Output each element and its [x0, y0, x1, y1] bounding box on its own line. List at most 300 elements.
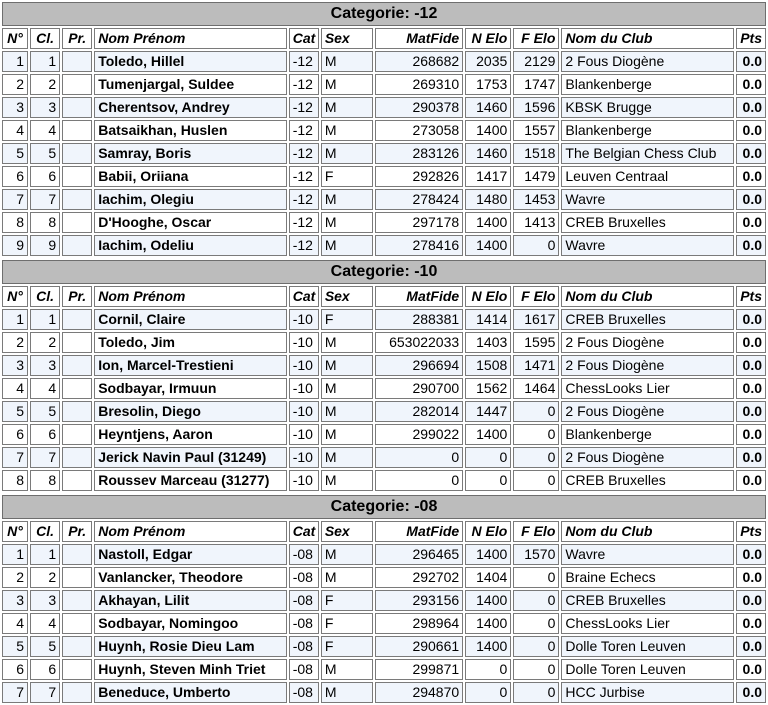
cell-category: -12 [289, 97, 319, 118]
cell-sex: F [321, 309, 373, 330]
table-row [2, 212, 766, 233]
cell-sex: M [321, 51, 373, 72]
cell-nelo: 1400 [465, 424, 511, 445]
cell-pr [62, 166, 92, 187]
col-header-matfide: MatFide [375, 28, 463, 49]
cell-nelo: 1753 [465, 74, 511, 95]
cell-felo: 0 [513, 401, 559, 422]
cell-no: 2 [2, 332, 28, 353]
cell-sex: M [321, 378, 373, 399]
cell-pr [62, 189, 92, 210]
col-header-cat: Cat [289, 28, 319, 49]
cell-club: CREB Bruxelles [561, 309, 733, 330]
cell-matfide: 299871 [375, 659, 463, 680]
cell-player-name: Samray, Boris [94, 143, 287, 164]
cell-matfide: 294870 [375, 682, 463, 703]
cell-nelo: 1400 [465, 544, 511, 565]
cell-cl: 3 [30, 97, 60, 118]
cell-pr [62, 544, 92, 565]
cell-sex: M [321, 567, 373, 588]
cell-matfide: 278424 [375, 189, 463, 210]
cell-points: 0.0 [736, 636, 766, 657]
cell-player-name: Tumenjargal, Suldee [94, 74, 287, 95]
cell-points: 0.0 [736, 447, 766, 468]
col-header-matfide: MatFide [375, 286, 463, 307]
cell-cl: 9 [30, 235, 60, 256]
cell-nelo: 1400 [465, 613, 511, 634]
cell-pr [62, 659, 92, 680]
cell-points: 0.0 [736, 659, 766, 680]
cell-sex: M [321, 74, 373, 95]
cell-cl: 6 [30, 166, 60, 187]
cell-category: -10 [289, 332, 319, 353]
cell-sex: M [321, 544, 373, 565]
cell-matfide: 0 [375, 447, 463, 468]
cell-no: 1 [2, 544, 28, 565]
cell-cl: 7 [30, 189, 60, 210]
cell-player-name: Batsaikhan, Huslen [94, 120, 287, 141]
cell-felo: 1595 [513, 332, 559, 353]
cell-nelo: 1400 [465, 590, 511, 611]
cell-no: 7 [2, 682, 28, 703]
col-header-cl: Cl. [30, 521, 60, 542]
cell-category: -10 [289, 470, 319, 491]
column-header-row [2, 28, 766, 49]
cell-matfide: 298964 [375, 613, 463, 634]
cell-cl: 4 [30, 378, 60, 399]
cell-felo: 0 [513, 567, 559, 588]
cell-cl: 4 [30, 613, 60, 634]
cell-club: ChessLooks Lier [561, 613, 733, 634]
col-header-cat: Cat [289, 521, 319, 542]
cell-pr [62, 447, 92, 468]
cell-no: 6 [2, 424, 28, 445]
table-row [2, 470, 766, 491]
cell-cl: 1 [30, 51, 60, 72]
cell-player-name: Sodbayar, Irmuun [94, 378, 287, 399]
col-header-cl: Cl. [30, 286, 60, 307]
cell-no: 3 [2, 355, 28, 376]
cell-category: -08 [289, 636, 319, 657]
cell-sex: M [321, 97, 373, 118]
cell-no: 3 [2, 97, 28, 118]
table-row [2, 235, 766, 256]
cell-matfide: 268682 [375, 51, 463, 72]
table-row [2, 51, 766, 72]
table-row [2, 74, 766, 95]
cell-player-name: Vanlancker, Theodore [94, 567, 287, 588]
cell-felo: 1471 [513, 355, 559, 376]
cell-felo: 0 [513, 424, 559, 445]
col-header-pts: Pts [736, 28, 766, 49]
cell-points: 0.0 [736, 590, 766, 611]
cell-player-name: Akhayan, Lilit [94, 590, 287, 611]
cell-no: 9 [2, 235, 28, 256]
cell-no: 8 [2, 212, 28, 233]
cell-no: 1 [2, 309, 28, 330]
cell-nelo: 1414 [465, 309, 511, 330]
cell-pr [62, 97, 92, 118]
cell-category: -10 [289, 355, 319, 376]
cell-no: 2 [2, 74, 28, 95]
cell-cl: 1 [30, 544, 60, 565]
cell-nelo: 1400 [465, 120, 511, 141]
cell-category: -08 [289, 544, 319, 565]
col-header-felo: F Elo [513, 28, 559, 49]
cell-category: -08 [289, 567, 319, 588]
cell-club: 2 Fous Diogène [561, 401, 733, 422]
cell-nelo: 1400 [465, 212, 511, 233]
cell-cl: 2 [30, 332, 60, 353]
cell-points: 0.0 [736, 378, 766, 399]
cell-sex: M [321, 120, 373, 141]
cell-category: -12 [289, 189, 319, 210]
cell-nelo: 1562 [465, 378, 511, 399]
column-header-row [2, 286, 766, 307]
cell-pr [62, 235, 92, 256]
cell-club: 2 Fous Diogène [561, 51, 733, 72]
cell-player-name: Ion, Marcel-Trestieni [94, 355, 287, 376]
cell-player-name: Cornil, Claire [94, 309, 287, 330]
cell-category: -08 [289, 659, 319, 680]
cell-club: Wavre [561, 189, 733, 210]
cell-club: The Belgian Chess Club [561, 143, 733, 164]
cell-points: 0.0 [736, 74, 766, 95]
cell-felo: 0 [513, 590, 559, 611]
cell-matfide: 278416 [375, 235, 463, 256]
cell-cl: 8 [30, 470, 60, 491]
cell-nelo: 1508 [465, 355, 511, 376]
col-header-matfide: MatFide [375, 521, 463, 542]
cell-club: Wavre [561, 544, 733, 565]
cell-points: 0.0 [736, 143, 766, 164]
cell-sex: M [321, 355, 373, 376]
cell-felo: 0 [513, 659, 559, 680]
cell-no: 8 [2, 470, 28, 491]
cell-category: -12 [289, 166, 319, 187]
cell-cl: 3 [30, 355, 60, 376]
cell-points: 0.0 [736, 401, 766, 422]
cell-cl: 2 [30, 74, 60, 95]
cell-points: 0.0 [736, 51, 766, 72]
cell-player-name: Bresolin, Diego [94, 401, 287, 422]
cell-category: -08 [289, 590, 319, 611]
col-header-club: Nom du Club [561, 28, 733, 49]
cell-nelo: 1480 [465, 189, 511, 210]
table-row [2, 567, 766, 588]
cell-felo: 1570 [513, 544, 559, 565]
category-table-2 [0, 493, 768, 705]
cell-club: 2 Fous Diogène [561, 447, 733, 468]
cell-player-name: D'Hooghe, Oscar [94, 212, 287, 233]
cell-club: CREB Bruxelles [561, 470, 733, 491]
cell-matfide: 299022 [375, 424, 463, 445]
cell-player-name: Jerick Navin Paul (31249) [94, 447, 287, 468]
table-row [2, 613, 766, 634]
cell-nelo: 1400 [465, 636, 511, 657]
cell-pr [62, 590, 92, 611]
cell-nelo: 1404 [465, 567, 511, 588]
table-row [2, 97, 766, 118]
cell-player-name: Babii, Oriiana [94, 166, 287, 187]
cell-felo: 0 [513, 682, 559, 703]
cell-points: 0.0 [736, 212, 766, 233]
table-row [2, 424, 766, 445]
cell-matfide: 282014 [375, 401, 463, 422]
cell-category: -10 [289, 309, 319, 330]
cell-cl: 5 [30, 401, 60, 422]
cell-felo: 1617 [513, 309, 559, 330]
cell-no: 3 [2, 590, 28, 611]
cell-cl: 2 [30, 567, 60, 588]
table-row [2, 143, 766, 164]
cell-matfide: 0 [375, 470, 463, 491]
cell-club: Blankenberge [561, 120, 733, 141]
table-row [2, 544, 766, 565]
cell-category: -12 [289, 212, 319, 233]
cell-felo: 1413 [513, 212, 559, 233]
table-row [2, 636, 766, 657]
col-header-cat: Cat [289, 286, 319, 307]
col-header-pr: Pr. [62, 286, 92, 307]
cell-category: -12 [289, 74, 319, 95]
cell-player-name: Nastoll, Edgar [94, 544, 287, 565]
cell-player-name: Iachim, Odeliu [94, 235, 287, 256]
cell-no: 1 [2, 51, 28, 72]
cell-matfide: 296465 [375, 544, 463, 565]
cell-matfide: 269310 [375, 74, 463, 95]
cell-no: 5 [2, 143, 28, 164]
cell-no: 4 [2, 378, 28, 399]
cell-sex: M [321, 235, 373, 256]
cell-sex: M [321, 212, 373, 233]
cell-matfide: 297178 [375, 212, 463, 233]
cell-sex: F [321, 590, 373, 611]
col-header-felo: F Elo [513, 286, 559, 307]
table-row [2, 682, 766, 703]
cell-player-name: Iachim, Olegiu [94, 189, 287, 210]
category-table-1 [0, 258, 768, 493]
cell-points: 0.0 [736, 355, 766, 376]
col-header-pts: Pts [736, 286, 766, 307]
col-header-nelo: N Elo [465, 521, 511, 542]
cell-cl: 3 [30, 590, 60, 611]
cell-points: 0.0 [736, 470, 766, 491]
cell-club: 2 Fous Diogène [561, 332, 733, 353]
table-row [2, 590, 766, 611]
cell-player-name: Sodbayar, Nomingoo [94, 613, 287, 634]
cell-club: Dolle Toren Leuven [561, 659, 733, 680]
cell-player-name: Cherentsov, Andrey [94, 97, 287, 118]
col-header-pr: Pr. [62, 521, 92, 542]
cell-category: -08 [289, 682, 319, 703]
cell-no: 2 [2, 567, 28, 588]
cell-pr [62, 212, 92, 233]
cell-nelo: 1400 [465, 235, 511, 256]
cell-category: -12 [289, 120, 319, 141]
cell-category: -12 [289, 235, 319, 256]
cell-nelo: 1460 [465, 143, 511, 164]
cell-no: 6 [2, 166, 28, 187]
cell-pr [62, 378, 92, 399]
cell-matfide: 288381 [375, 309, 463, 330]
cell-pr [62, 143, 92, 164]
cell-matfide: 290661 [375, 636, 463, 657]
cell-nelo: 0 [465, 447, 511, 468]
cell-points: 0.0 [736, 567, 766, 588]
cell-club: Dolle Toren Leuven [561, 636, 733, 657]
cell-points: 0.0 [736, 682, 766, 703]
cell-no: 4 [2, 120, 28, 141]
cell-felo: 2129 [513, 51, 559, 72]
cell-matfide: 283126 [375, 143, 463, 164]
cell-nelo: 1447 [465, 401, 511, 422]
table-row [2, 189, 766, 210]
col-header-name: Nom Prénom [94, 28, 287, 49]
cell-sex: M [321, 332, 373, 353]
cell-felo: 0 [513, 470, 559, 491]
table-row [2, 120, 766, 141]
cell-matfide: 293156 [375, 590, 463, 611]
cell-pr [62, 401, 92, 422]
cell-felo: 1479 [513, 166, 559, 187]
col-header-pr: Pr. [62, 28, 92, 49]
cell-felo: 1518 [513, 143, 559, 164]
cell-pr [62, 74, 92, 95]
cell-category: -10 [289, 401, 319, 422]
cell-category: -10 [289, 378, 319, 399]
cell-player-name: Heyntjens, Aaron [94, 424, 287, 445]
cell-cl: 1 [30, 309, 60, 330]
col-header-club: Nom du Club [561, 286, 733, 307]
cell-felo: 0 [513, 447, 559, 468]
cell-felo: 1557 [513, 120, 559, 141]
cell-points: 0.0 [736, 97, 766, 118]
cell-matfide: 273058 [375, 120, 463, 141]
cell-club: CREB Bruxelles [561, 590, 733, 611]
cell-club: Braine Echecs [561, 567, 733, 588]
cell-club: Blankenberge [561, 424, 733, 445]
cell-points: 0.0 [736, 189, 766, 210]
cell-pr [62, 309, 92, 330]
col-header-cl: Cl. [30, 28, 60, 49]
cell-pr [62, 636, 92, 657]
cell-category: -10 [289, 447, 319, 468]
cell-club: Leuven Centraal [561, 166, 733, 187]
cell-felo: 0 [513, 636, 559, 657]
cell-points: 0.0 [736, 235, 766, 256]
table-row [2, 447, 766, 468]
cell-pr [62, 355, 92, 376]
cell-nelo: 0 [465, 682, 511, 703]
cell-no: 5 [2, 401, 28, 422]
cell-no: 4 [2, 613, 28, 634]
cell-pr [62, 120, 92, 141]
cell-matfide: 296694 [375, 355, 463, 376]
cell-player-name: Beneduce, Umberto [94, 682, 287, 703]
cell-cl: 5 [30, 143, 60, 164]
cell-club: CREB Bruxelles [561, 212, 733, 233]
cell-no: 5 [2, 636, 28, 657]
col-header-nelo: N Elo [465, 28, 511, 49]
cell-points: 0.0 [736, 332, 766, 353]
cell-club: 2 Fous Diogène [561, 355, 733, 376]
table-row [2, 309, 766, 330]
col-header-no: N° [2, 286, 28, 307]
cell-matfide: 292702 [375, 567, 463, 588]
category-title: Categorie: -08 [2, 495, 766, 519]
cell-sex: M [321, 401, 373, 422]
table-row [2, 166, 766, 187]
cell-felo: 1453 [513, 189, 559, 210]
cell-felo: 0 [513, 613, 559, 634]
cell-pr [62, 567, 92, 588]
cell-matfide: 290700 [375, 378, 463, 399]
cell-sex: F [321, 636, 373, 657]
cell-matfide: 292826 [375, 166, 463, 187]
cell-points: 0.0 [736, 120, 766, 141]
col-header-felo: F Elo [513, 521, 559, 542]
cell-points: 0.0 [736, 424, 766, 445]
col-header-sex: Sex [321, 28, 373, 49]
table-row [2, 378, 766, 399]
cell-cl: 5 [30, 636, 60, 657]
cell-sex: M [321, 682, 373, 703]
cell-pr [62, 332, 92, 353]
category-title: Categorie: -12 [2, 2, 766, 26]
cell-player-name: Toledo, Hillel [94, 51, 287, 72]
cell-nelo: 1417 [465, 166, 511, 187]
cell-sex: M [321, 659, 373, 680]
col-header-name: Nom Prénom [94, 286, 287, 307]
cell-nelo: 0 [465, 659, 511, 680]
cell-pr [62, 424, 92, 445]
cell-category: -10 [289, 424, 319, 445]
cell-nelo: 2035 [465, 51, 511, 72]
cell-points: 0.0 [736, 544, 766, 565]
cell-points: 0.0 [736, 309, 766, 330]
cell-cl: 4 [30, 120, 60, 141]
cell-club: KBSK Brugge [561, 97, 733, 118]
cell-club: Blankenberge [561, 74, 733, 95]
cell-sex: F [321, 613, 373, 634]
col-header-no: N° [2, 521, 28, 542]
table-row [2, 332, 766, 353]
cell-felo: 1596 [513, 97, 559, 118]
col-header-pts: Pts [736, 521, 766, 542]
cell-cl: 6 [30, 659, 60, 680]
cell-club: ChessLooks Lier [561, 378, 733, 399]
cell-matfide: 290378 [375, 97, 463, 118]
table-row [2, 659, 766, 680]
cell-club: HCC Jurbise [561, 682, 733, 703]
cell-category: -12 [289, 51, 319, 72]
cell-no: 7 [2, 447, 28, 468]
cell-sex: M [321, 424, 373, 445]
cell-player-name: Toledo, Jim [94, 332, 287, 353]
cell-cl: 7 [30, 682, 60, 703]
cell-pr [62, 51, 92, 72]
cell-no: 7 [2, 189, 28, 210]
cell-category: -12 [289, 143, 319, 164]
col-header-sex: Sex [321, 286, 373, 307]
category-table-0 [0, 0, 768, 258]
cell-felo: 1747 [513, 74, 559, 95]
cell-nelo: 1460 [465, 97, 511, 118]
cell-pr [62, 613, 92, 634]
cell-no: 6 [2, 659, 28, 680]
cell-category: -08 [289, 613, 319, 634]
